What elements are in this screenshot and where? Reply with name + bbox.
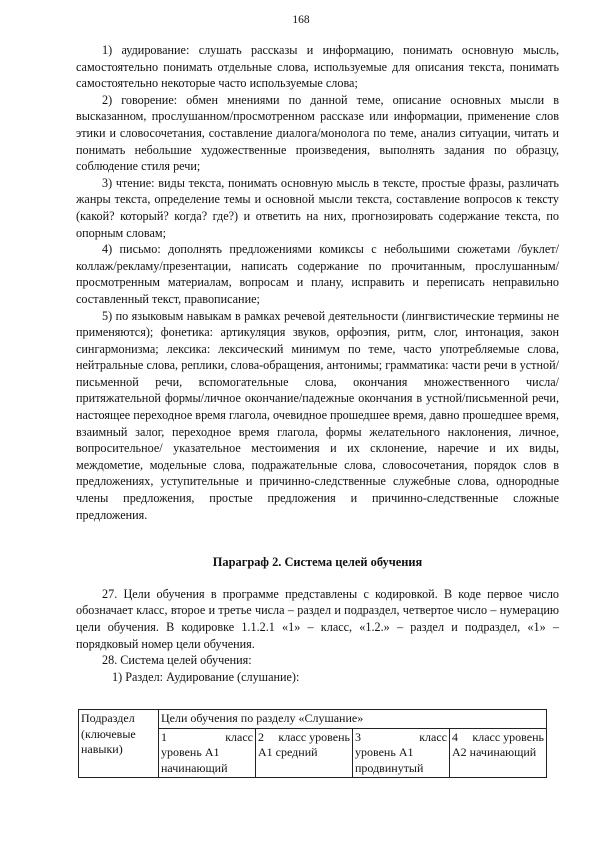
paragraph-28: 28. Система целей обучения: [102, 653, 252, 668]
grade-word: класс [225, 729, 253, 744]
section-listening-title: 1) Раздел: Аудирование (слушание): [112, 669, 300, 684]
grade-word: класс [419, 729, 447, 744]
page-number: 168 [292, 14, 310, 26]
grade-level: A1 средний [258, 745, 318, 759]
grade-number: 1 [161, 729, 167, 744]
paragraph-27: 27. Цели обучения в программе представлены с кодировкой. В коде первое число обозначает класс, второе и третье числа – раздел и подраздел, четвертое число – нумерацию цели обучения. В кодировке 1.1.2.1 «1» – класс, «1.2.» – раздел и подраздел, «1» – порядковый номер цели обучения. [76, 586, 559, 651]
grade-number: 3 [355, 729, 361, 744]
grade-number: 4 [452, 729, 458, 744]
learning-goals-table [78, 709, 547, 778]
grade-level: A2 начинающий [452, 745, 537, 759]
table-header-grade-3 [353, 728, 450, 778]
table-header-grade-4 [450, 728, 547, 778]
section-heading: Параграф 2. Система целей обучения [212, 555, 423, 570]
grade-level: уровень A1 начинающий [161, 745, 228, 775]
table-header-grade-2 [256, 728, 353, 778]
list-item-listening: 1) аудирование: слушать рассказы и информацию, понимать основную мысль, самостоятельно понимать отдельные слова, используемые для описания текста, понимать самостоятельно некоторые часто используемые слова; [76, 43, 559, 91]
grade-word: класс уровень [278, 729, 350, 744]
document-body [76, 42, 559, 685]
table-header-grade-1 [159, 728, 256, 778]
table-header-goals: Цели обучения по разделу «Слушание» [159, 710, 547, 729]
table-header-subsection: Подраздел (ключевые навыки) [79, 710, 159, 778]
grade-level: уровень A1 продвинутый [355, 745, 424, 775]
grade-number: 2 [258, 729, 264, 744]
list-item-writing: 4) письмо: дополнять предложениями комиксы с небольшими сюжетами /буклет/коллаж/рекламу/презентации, написать содержание по прочитанным, прослушанным/просмотренным материалам, вопросам и плану, исправить и переписать неправильно составленный текст, правописание; [76, 242, 559, 306]
list-item-speaking: 2) говорение: обмен мнениями по данной теме, описание основных мысли в высказанном, прослушанном/просмотренном рассказе или информации, применение слов этики и словосочетания, составление диалога/монолога по теме, анализ ситуации, читать и понимать небольшие художественные произведения, выполнять задания по образцу, соблюдение стиля речи; [76, 92, 559, 174]
list-item-reading: 3) чтение: виды текста, понимать основную мысль в тексте, простые фразы, различать жанры текста, определение темы и основной мысли текста, составление вопросов к тексту (какой? который? когда? где?) и ответить на них, прогнозировать содержание текста, по опорным словам; [76, 175, 559, 240]
grade-word: класс уровень [472, 729, 544, 744]
list-item-language-skills: 5) по языковым навыкам в рамках речевой деятельности (лингвистические термины не применяются); фонетика: артикуляция звуков, орфоэпия, ритм, слог, интонация, закон сингармонизма; лексика: лексический минимум по теме, часто употребляемые слова, нейтральные слова, реплики, слова-обращения, антонимы; грамматика: части речи в устной/письменной речи, вспомогательные слова, окончания множественного числа/притяжательной формы/личное окончание/падежные окончания в устной/письменной речи, настоящее переходное время глагола, очевидное прошедшее время, давно прошедшее время, взаимный залог, переходное время глагола, формы желательного наклонения, личное, вопросительное/ указательное местоимения и их склонение, наречие и их виды, междометие, модельные слова, подражательные слова, словосочетания, порядок слов в предложениях, уступительные и причинно-следственные служебные слова, однородные члены предложения, простые предложения и причинно-следственные сложные предложения. [76, 308, 559, 522]
